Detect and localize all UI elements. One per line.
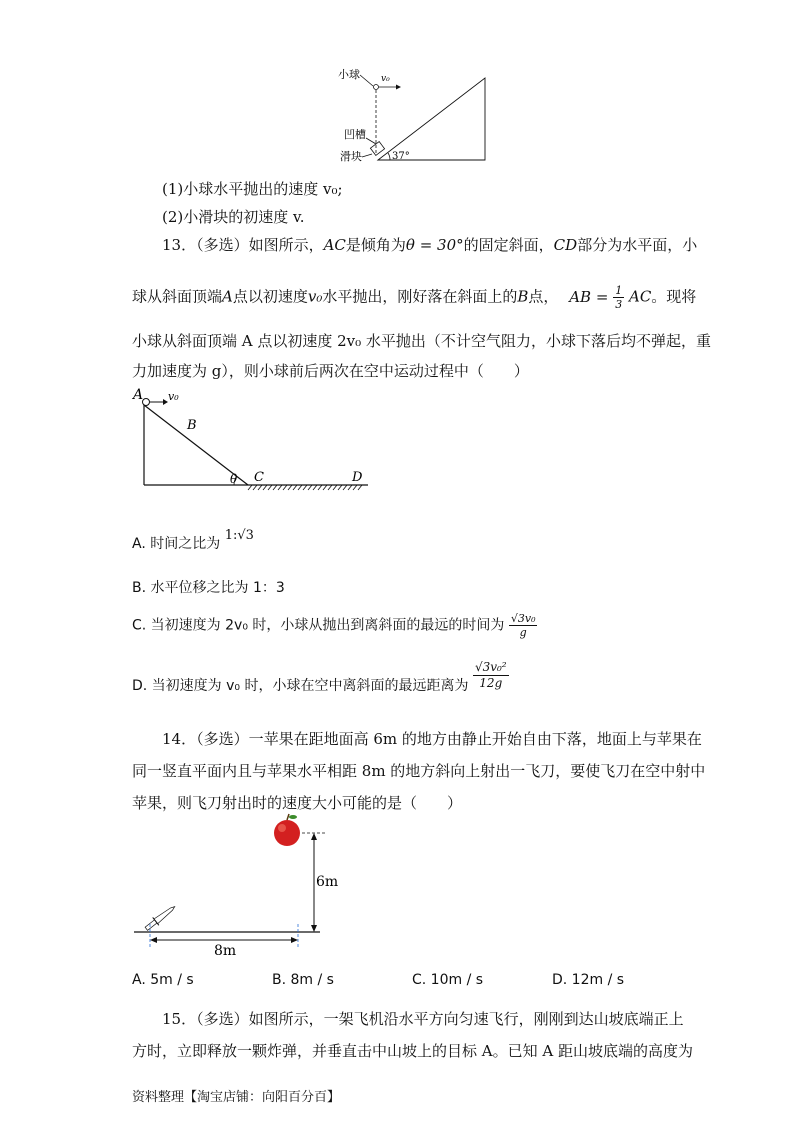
fig12-ball-pointer — [360, 75, 373, 86]
q12-figure — [330, 60, 500, 170]
q13-formula-fraction — [613, 284, 624, 311]
hatch-mark — [353, 485, 357, 490]
q15-line2: 方时，立即释放一颗炸弹，并垂直击中山坡上的目标 A。已知 A 距山坡底端的高度为 — [132, 1042, 693, 1060]
fig14-height-arrowhead-bottom — [311, 925, 317, 932]
q13-point-b: B — [517, 287, 529, 306]
q12-part1: (1)小球水平抛出的速度 v₀; — [162, 180, 343, 198]
q13-line1-a: 13．（多选）如图所示， — [162, 236, 324, 254]
hatch-mark — [298, 485, 302, 490]
hatch-mark — [293, 485, 297, 490]
fig13-label-v0: v₀ — [168, 390, 179, 403]
hatch-mark — [268, 485, 272, 490]
q15-line1: 15．（多选）如图所示，一架飞机沿水平方向匀速飞行，刚刚到达山坡底端正上 — [162, 1010, 684, 1028]
fig12-groove-pointer — [366, 138, 376, 144]
fig12-block-label: 滑块 — [340, 150, 362, 163]
q14-line1: 14．（多选）一苹果在距地面高 6m 的地方由静止开始自由下落，地面上与苹果在 — [162, 730, 702, 748]
q14-figure — [130, 812, 350, 957]
fig14-width-arrowhead-right — [291, 937, 298, 943]
fig12-ball-label: 小球 — [338, 68, 360, 81]
q14-line2: 同一竖直平面内且与苹果水平相距 8m 的地方斜向上射出一飞刀，要使飞刀在空中射中 — [132, 762, 706, 780]
fig14-width-label: 8m — [214, 943, 237, 957]
hatch-mark — [338, 485, 342, 490]
fig12-angle-label: 37° — [392, 151, 410, 162]
q13-line1 — [162, 234, 697, 255]
q14-option-a: A. 5m / s — [132, 972, 194, 988]
fig14-height-arrowhead-top — [311, 833, 317, 840]
fig12-ball — [374, 85, 379, 90]
hatch-mark — [323, 485, 327, 490]
fig13-label-d: D — [352, 470, 363, 485]
fig13-ground-hatching — [248, 485, 362, 490]
hatch-mark — [273, 485, 277, 490]
q13-line2-c: 水平抛出，刚好落在斜面上的 — [322, 287, 518, 306]
q13-formula-left: AB = — [569, 287, 609, 306]
fig14-knife-icon — [143, 903, 178, 933]
q13-cd: CD — [553, 236, 578, 254]
hatch-mark — [358, 485, 362, 490]
q13-option-c — [132, 612, 537, 639]
q13-figure — [130, 385, 380, 495]
q13-fraction-den: 3 — [615, 298, 623, 311]
q13-option-b: B. 水平位移之比为 1：3 — [132, 580, 285, 596]
fig12-v0-arrowhead — [396, 85, 401, 90]
hatch-mark — [288, 485, 292, 490]
hatch-mark — [313, 485, 317, 490]
footer-text: 资料整理【淘宝店铺：向阳百分百】 — [132, 1090, 341, 1105]
q13-ac: AC — [323, 236, 346, 254]
fig14-height-label: 6m — [316, 874, 339, 890]
hatch-mark — [258, 485, 262, 490]
q13-option-d-fraction — [473, 660, 509, 691]
hatch-mark — [328, 485, 332, 490]
hatch-mark — [248, 485, 252, 490]
q14-option-d: D. 12m / s — [552, 972, 625, 988]
hatch-mark — [343, 485, 347, 490]
fig12-groove-label: 凹槽 — [344, 128, 366, 141]
fig13-label-theta: θ — [230, 472, 238, 486]
hatch-mark — [348, 485, 352, 490]
q13-line1-b: 是倾角为 — [345, 236, 406, 254]
q13-option-d-num: √3v₀² — [474, 660, 507, 674]
q14-option-b: B. 8m / s — [272, 972, 334, 988]
q13-theta: θ = 30° — [405, 236, 464, 254]
q14-line3: 苹果，则飞刀射出时的速度大小可能的是（ ） — [132, 794, 463, 812]
hatch-mark — [333, 485, 337, 490]
q13-fraction-num: 1 — [615, 284, 623, 297]
q13-formula-right: AC — [628, 287, 652, 306]
q13-line2-a: 球从斜面顶端 — [132, 287, 223, 306]
q13-line2-b: 点以初速度 — [232, 287, 308, 306]
hatch-mark — [283, 485, 287, 490]
q13-option-d-text: D. 当初速度为 v₀ 时，小球在空中离斜面的最远距离为 — [132, 677, 469, 694]
q13-option-c-den: g — [519, 626, 527, 639]
hatch-mark — [278, 485, 282, 490]
hatch-mark — [308, 485, 312, 490]
q13-option-d-den: 12g — [479, 676, 503, 690]
q13-option-a-formula: 1:√3 — [224, 528, 254, 543]
q13-line2-d: 点， — [528, 287, 559, 306]
q14-option-c: C. 10m / s — [412, 972, 484, 988]
q13-line1-d: 部分为水平面，小 — [577, 236, 698, 254]
hatch-mark — [318, 485, 322, 490]
fig12-incline — [378, 78, 485, 160]
q13-point-a: A — [222, 287, 233, 306]
fig13-label-b: B — [187, 418, 197, 433]
fig14-apple-icon — [274, 814, 300, 846]
q12-part2: (2)小滑块的初速度 v. — [162, 208, 305, 226]
fig12-v0-label: v₀ — [381, 74, 390, 84]
fig13-ball — [143, 399, 150, 406]
q13-v0: v₀ — [307, 287, 323, 306]
q13-line4: 力加速度为 g），则小球前后两次在空中运动过程中（ ） — [132, 362, 529, 380]
fig14-width-arrowhead-left — [150, 937, 157, 943]
q13-line3: 小球从斜面顶端 A 点以初速度 2v₀ 水平抛出（不计空气阻力，小球下落后均不弹起，重 — [132, 332, 711, 350]
fig12-angle-arc — [388, 153, 390, 160]
hatch-mark — [303, 485, 307, 490]
q13-line2 — [132, 284, 696, 311]
q13-option-a-text: A. 时间之比为 — [132, 536, 221, 552]
q13-option-c-fraction — [509, 612, 538, 639]
hatch-mark — [253, 485, 257, 490]
q13-option-a — [132, 528, 254, 553]
q13-option-c-text: C. 当初速度为 2v₀ 时，小球从抛出到离斜面的最远的时间为 — [132, 617, 505, 634]
q13-option-c-num: √3v₀ — [510, 612, 536, 625]
fig12-block — [370, 142, 384, 156]
hatch-mark — [263, 485, 267, 490]
q13-line2-e: 。现将 — [651, 287, 697, 306]
q13-line1-c: 的固定斜面， — [463, 236, 554, 254]
q13-option-d — [132, 660, 509, 694]
fig13-label-c: C — [254, 470, 264, 485]
fig13-label-a: A — [133, 387, 144, 403]
fig12-block-pointer — [362, 154, 372, 157]
